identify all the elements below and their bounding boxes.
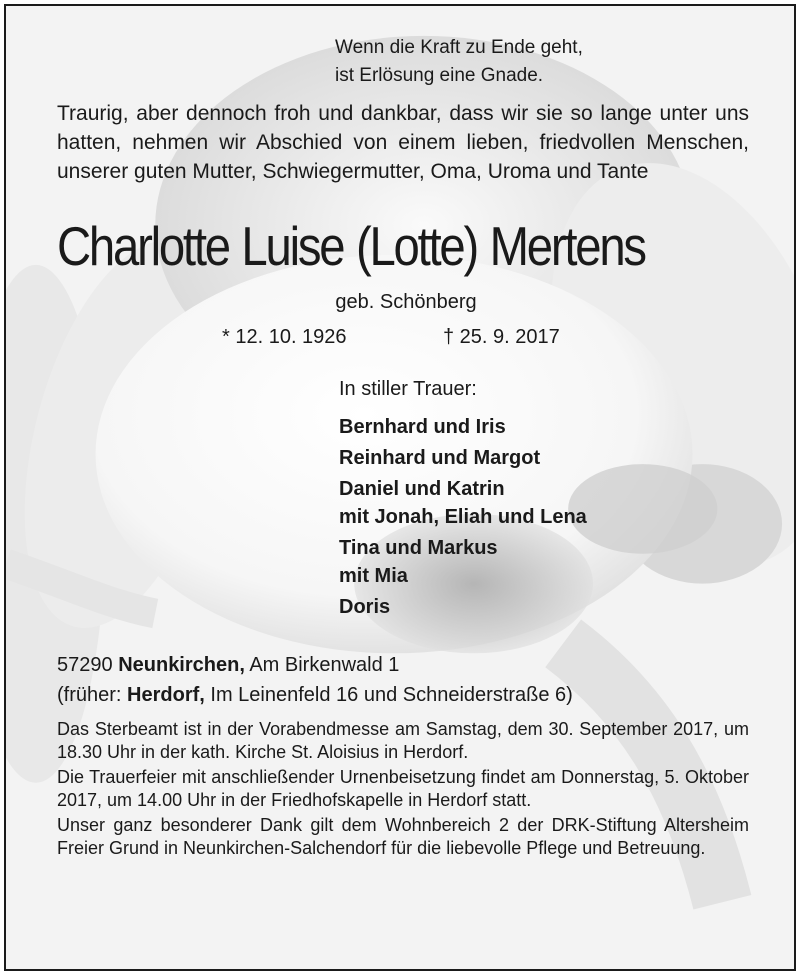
intro-text: Traurig, aber dennoch froh und dankbar, dass wir sie so lange unter uns hatten, nehmen wir Abschied von einem lieben, friedvollen Menschen, unserer guten Mutter, Schwiegermutter, Oma, Uroma und Tante	[57, 102, 749, 183]
memorial-quote	[335, 34, 583, 90]
deceased-name: Charlotte Luise (Lotte) Mertens	[57, 215, 645, 277]
maiden-name: geb. Schönberg	[335, 291, 477, 313]
service-information	[57, 718, 749, 862]
city: Neunkirchen,	[118, 654, 245, 676]
current-address	[57, 650, 573, 680]
former-streets: Im Leinenfeld 16 und Schneiderstraße 6)	[210, 684, 573, 706]
quote-line: ist Erlösung eine Gnade.	[335, 65, 544, 86]
quote-line: Wenn die Kraft zu Ende geht,	[335, 37, 583, 58]
mourners-label: In stiller Trauer:	[339, 378, 477, 400]
mourner-line: Daniel und Katrin	[339, 478, 505, 500]
mourner-group	[339, 475, 587, 531]
death-date: † 25. 9. 2017	[443, 326, 560, 348]
acknowledgement-text: Unser ganz besonderer Dank gilt dem Wohnbereich 2 der DRK-Stiftung Altersheim Freier Grund in Neunkirchen-Salchendorf für die liebevolle Pflege und Betreuung.	[57, 815, 749, 858]
former-prefix: (früher:	[57, 684, 122, 706]
funeral-service-text: Die Trauerfeier mit anschließender Urnenbeisetzung findet am Donnerstag, 5. Oktober 2017, um 14.00 Uhr in der Friedhofskapelle in Herdorf statt.	[57, 767, 749, 810]
mourner-line: Tina und Markus	[339, 537, 498, 559]
requiem-mass-text: Das Sterbeamt ist in der Vorabendmesse am Samstag, dem 30. September 2017, um 18.30 Uhr in der kath. Kirche St. Aloisius in Herdorf.	[57, 719, 749, 762]
postcode: 57290	[57, 654, 113, 676]
mourner-line: mit Mia	[339, 565, 408, 587]
former-city: Herdorf,	[127, 684, 205, 706]
mourner-line: mit Jonah, Eliah und Lena	[339, 506, 587, 528]
mourner-line: Reinhard und Margot	[339, 447, 541, 469]
street: Am Birkenwald 1	[249, 654, 400, 676]
birth-date: * 12. 10. 1926	[222, 326, 347, 348]
obituary-notice	[4, 4, 796, 971]
mourner-group	[339, 444, 587, 472]
mourner-group	[339, 593, 587, 621]
family-address	[57, 650, 573, 710]
mourners-list	[339, 413, 587, 624]
mourner-line: Bernhard und Iris	[339, 416, 506, 438]
mourner-group	[339, 413, 587, 441]
mourner-group	[339, 534, 587, 590]
mourner-line: Doris	[339, 596, 391, 618]
former-address	[57, 680, 573, 710]
